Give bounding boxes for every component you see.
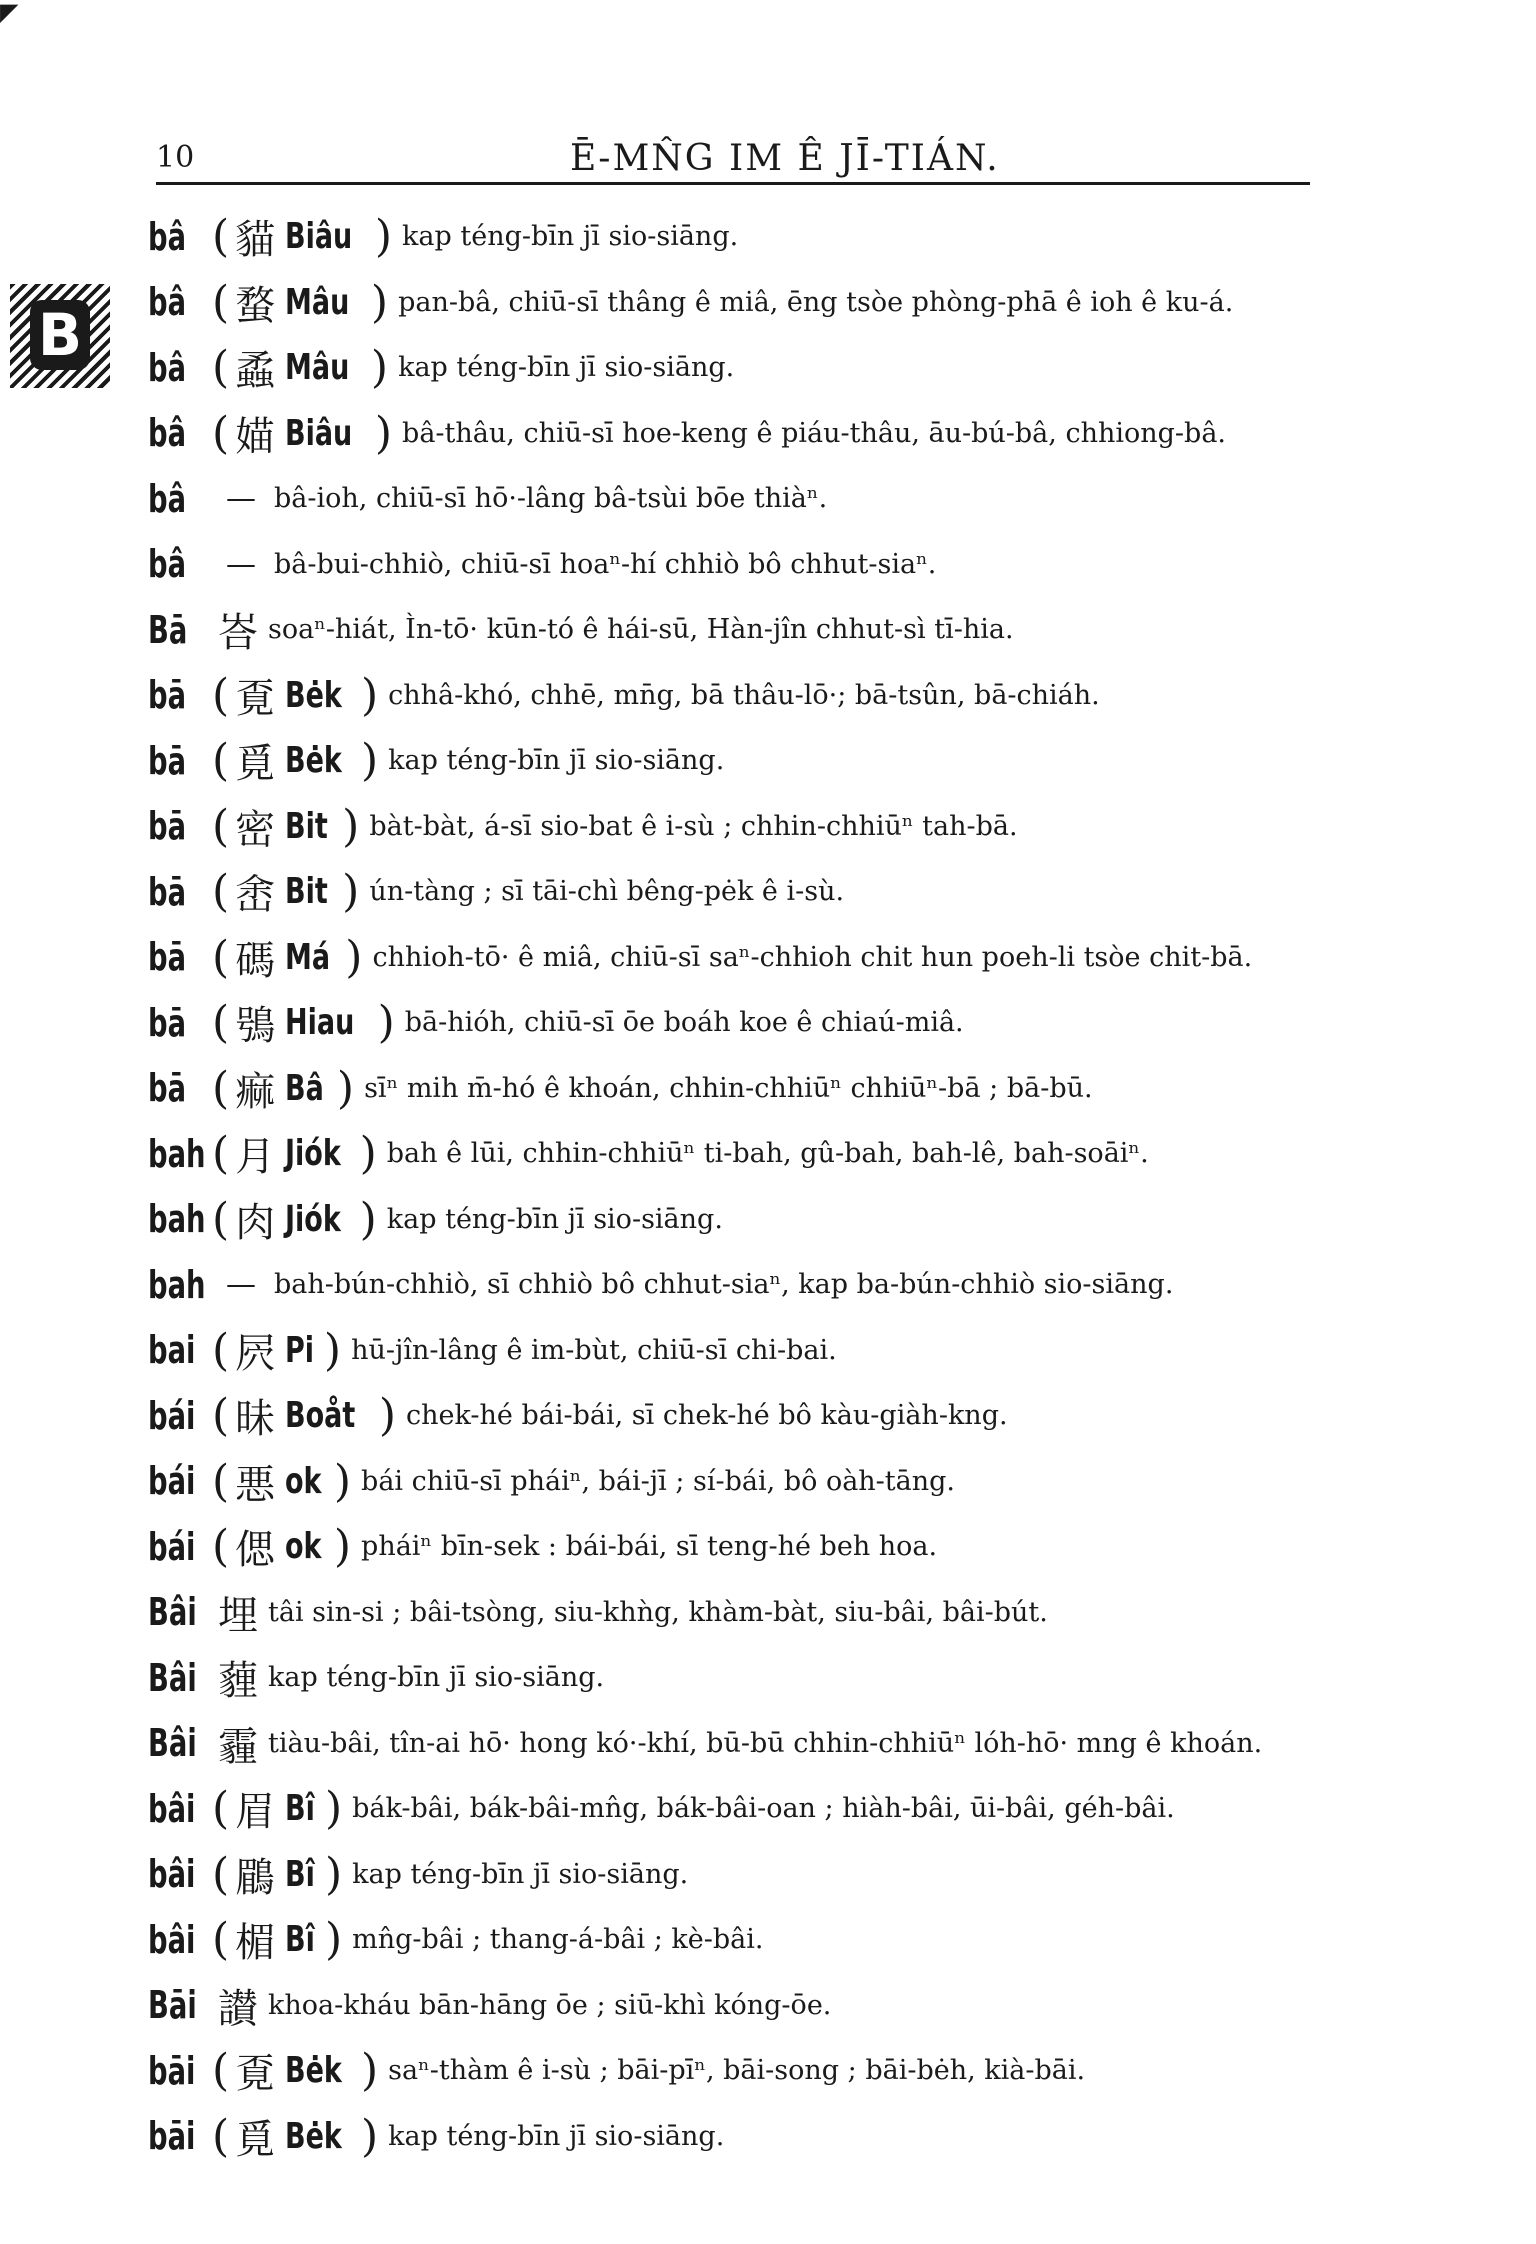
open-paren: ( [212, 1062, 230, 1114]
open-paren: ( [212, 1848, 230, 1900]
entry-definition: hū-jîn-lâng ê im-bùt, chiū-sī chi-bai. [351, 1334, 837, 1366]
entry-definition: khoa-kháu bān-hāng ōe ; siū-khì kóng-ōe. [268, 1989, 832, 2021]
open-paren: ( [212, 1783, 230, 1835]
open-paren: ( [212, 1390, 230, 1442]
open-paren: ( [212, 1324, 230, 1376]
close-paren: ) [377, 997, 395, 1049]
entry-definition: chhâ-khó, chhē, mn̄g, bā thâu-lō·; bā-tsûn, bā-chiáh. [388, 679, 1100, 711]
dictionary-entry [148, 1514, 1388, 1580]
entry-headword: bâi [148, 1917, 196, 1962]
entry-character: 痲 [235, 1068, 276, 1115]
entry-definition: kap téng-bīn jī sio-siāng. [352, 1858, 689, 1890]
entry-headword: bâ [148, 476, 187, 521]
entry-character: 峇 [218, 610, 258, 657]
entry-headword: Bāi [148, 1983, 197, 2028]
entry-headword: bâ [148, 542, 187, 587]
entry-headword: bāi [148, 2048, 196, 2093]
entry-reading: ok [285, 1526, 322, 1568]
entry-headword: bâi [148, 1786, 196, 1831]
entry-character: 覓 [235, 2116, 276, 2163]
entry-character: 屄 [235, 1330, 276, 1377]
entry-dash: — [226, 546, 256, 582]
close-paren: ) [359, 1193, 377, 1245]
entry-definition: pan-bâ, chiū-sī thâng ê miâ, ēng tsòe phòng-phā ê ioh ê ku-á. [398, 286, 1234, 318]
open-paren: ( [212, 997, 230, 1049]
entry-definition: kap téng-bīn jī sio-siāng. [388, 745, 725, 777]
entry-headword: bā [148, 738, 187, 783]
dictionary-entry [148, 1973, 1388, 2039]
entry-definition: bah ê lūi, chhin-chhiūⁿ ti-bah, gû-bah, bah-lê, bah-soāiⁿ. [386, 1138, 1149, 1170]
entry-reading: Biâu [285, 216, 353, 258]
dictionary-entry [148, 1711, 1388, 1777]
open-paren: ( [212, 669, 230, 721]
dictionary-entry [148, 663, 1388, 729]
entry-definition: tiàu-bâi, tîn-ai hō· hong kó·-khí, bū-bū chhin-chhiūⁿ lóh-hō· mng ê khoán. [268, 1727, 1263, 1759]
dictionary-entry [148, 1383, 1388, 1449]
thumb-index-tab [10, 284, 110, 388]
page-corner-mark: ◤ [0, 0, 19, 26]
dictionary-entry [148, 466, 1388, 532]
entry-reading: Bit [285, 805, 328, 847]
entry-character: 悪 [235, 1461, 276, 1508]
thumb-index-letter: B [30, 300, 90, 370]
close-paren: ) [360, 735, 379, 787]
open-paren: ( [212, 735, 230, 787]
dictionary-entry [148, 859, 1388, 925]
entry-character: 貓 [235, 217, 276, 264]
entry-definition: pháiⁿ bīn-sek : bái-bái, sī teng-hé beh hoa. [361, 1531, 938, 1563]
entry-headword: Bā [148, 607, 188, 652]
entry-headword: bā [148, 1000, 187, 1045]
dictionary-entries [148, 204, 1388, 2169]
entry-reading: Mâu [285, 281, 350, 323]
dictionary-entry [148, 2038, 1388, 2104]
dictionary-entry [148, 2104, 1388, 2170]
entry-definition: tâi sin-si ; bâi-tsòng, siu-khǹg, khàm-bàt, siu-bâi, bâi-bút. [268, 1596, 1048, 1628]
dictionary-entry [148, 1907, 1388, 1973]
entry-definition: kap téng-bīn jī sio-siāng. [402, 221, 739, 253]
entry-headword: bah [148, 1197, 206, 1242]
dictionary-entry [148, 794, 1388, 860]
entry-definition: bàt-bàt, á-sī sio-bat ê i-sù ; chhin-chhiūⁿ tah-bā. [369, 810, 1018, 842]
entry-reading: Jiók [285, 1198, 341, 1240]
close-paren: ) [324, 1848, 343, 1900]
entry-reading: Pi [285, 1329, 315, 1371]
open-paren: ( [212, 931, 230, 983]
dictionary-entry [148, 1645, 1388, 1711]
close-paren: ) [370, 276, 389, 328]
entry-reading: Jiók [285, 1133, 341, 1175]
entry-definition: bâ-bui-chhiò, chiū-sī hoaⁿ-hí chhiò bô chhut-siaⁿ. [274, 548, 937, 580]
open-paren: ( [212, 800, 230, 852]
entry-definition: sīⁿ mih m̄-hó ê khoán, chhin-chhiūⁿ chhiūⁿ-bā ; bā-bū. [364, 1072, 1093, 1104]
dictionary-entry [148, 1776, 1388, 1842]
entry-character: 密 [235, 806, 276, 853]
entry-reading: Bėk [285, 2115, 343, 2157]
dictionary-entry [148, 204, 1388, 270]
open-paren: ( [212, 2045, 230, 2097]
close-paren: ) [345, 931, 363, 983]
entry-headword: Bâi [148, 1655, 197, 1700]
entry-definition: kap téng-bīn jī sio-siāng. [386, 1203, 723, 1235]
entry-character: 媌 [235, 413, 276, 460]
open-paren: ( [212, 407, 230, 459]
entry-definition: mn̂g-bâi ; thang-á-bâi ; kè-bâi. [352, 1924, 764, 1956]
entry-reading: Bėk [285, 740, 343, 782]
entry-headword: Bâi [148, 1590, 197, 1635]
entry-reading: Boåt [285, 1395, 356, 1437]
entry-headword: bâ [148, 345, 187, 390]
close-paren: ) [360, 669, 379, 721]
close-paren: ) [323, 1324, 342, 1376]
entry-character: 蝥 [235, 282, 276, 329]
entry-headword: bai [148, 1328, 196, 1373]
dictionary-entry [148, 925, 1388, 991]
open-paren: ( [212, 866, 230, 918]
entry-definition: bā-hióh, chiū-sī ōe boáh koe ê chiaú-miâ. [404, 1007, 964, 1039]
entry-character: 月 [235, 1134, 276, 1181]
entry-reading: Mâu [285, 347, 350, 389]
open-paren: ( [212, 211, 230, 263]
entry-headword: bā [148, 869, 187, 914]
close-paren: ) [359, 1128, 377, 1180]
close-paren: ) [342, 800, 360, 852]
entry-character: 覓 [235, 741, 276, 788]
entry-reading: Bâ [285, 1067, 324, 1109]
entry-definition: bâ-ioh, chiū-sī hō·-lâng bâ-tsùi bōe thiàⁿ. [274, 483, 828, 515]
entry-headword: bāi [148, 2114, 196, 2159]
close-paren: ) [378, 1390, 397, 1442]
entry-headword: bái [148, 1524, 196, 1569]
entry-definition: kap téng-bīn jī sio-siāng. [398, 352, 735, 384]
close-paren: ) [333, 1521, 352, 1573]
entry-headword: bâi [148, 1852, 196, 1897]
entry-dash: — [226, 1267, 256, 1303]
dictionary-entry [148, 532, 1388, 598]
entry-definition: bah-bún-chhiò, sī chhiò bô chhut-siaⁿ, kap ba-bún-chhiò sio-siāng. [274, 1269, 1174, 1301]
entry-definition: ún-tàng ; sī tāi-chì bêng-pėk ê i-sù. [369, 876, 845, 908]
entry-reading: Má [285, 936, 331, 978]
running-title: Ē-MN̂G IM Ê JĪ-TIÁN. [570, 138, 1000, 179]
entry-reading: Bėk [285, 674, 343, 716]
entry-character: 讃 [218, 1985, 258, 2032]
dictionary-entry [148, 728, 1388, 794]
open-paren: ( [212, 1455, 230, 1507]
entry-reading: Bit [285, 871, 328, 913]
open-paren: ( [212, 2110, 230, 2162]
dictionary-entry [148, 1121, 1388, 1187]
close-paren: ) [360, 2110, 379, 2162]
close-paren: ) [342, 866, 360, 918]
entry-headword: bā [148, 673, 187, 718]
entry-definition: kap téng-bīn jī sio-siāng. [268, 1662, 605, 1694]
page-number: 10 [156, 140, 195, 175]
close-paren: ) [360, 2045, 379, 2097]
entry-definition: bák-bâi, bák-bâi-mn̂g, bák-bâi-oan ; hiàh-bâi, ūi-bâi, géh-bâi. [352, 1793, 1175, 1825]
entry-headword: bâ [148, 214, 187, 259]
dictionary-entry [148, 1449, 1388, 1515]
entry-character: 碼 [235, 937, 276, 984]
entry-headword: bā [148, 804, 187, 849]
entry-headword: bâ [148, 411, 187, 456]
entry-reading: Hiau [285, 1002, 355, 1044]
entry-character: 偲 [235, 1527, 276, 1574]
entry-headword: bâ [148, 280, 187, 325]
entry-character: 楣 [235, 1920, 276, 1967]
entry-definition: bái chiū-sī pháiⁿ, bái-jī ; sí-bái, bô oàh-tāng. [361, 1465, 956, 1497]
entry-definition: chek-hé bái-bái, sī chek-hé bô kàu-giàh-kng. [406, 1400, 1008, 1432]
entry-headword: bah [148, 1131, 206, 1176]
dictionary-entry [148, 1580, 1388, 1646]
entry-reading: Bî [285, 1853, 316, 1895]
entry-character: 昧 [235, 1396, 276, 1443]
entry-reading: Bėk [285, 2050, 343, 2092]
open-paren: ( [212, 342, 230, 394]
entry-headword: bái [148, 1459, 196, 1504]
close-paren: ) [324, 1914, 343, 1966]
open-paren: ( [212, 1193, 230, 1245]
dictionary-entry [148, 597, 1388, 663]
dictionary-entry [148, 1187, 1388, 1253]
entry-headword: bái [148, 1393, 196, 1438]
entry-headword: Bâi [148, 1721, 197, 1766]
entry-definition: bâ-thâu, chiū-sī hoe-keng ê piáu-thâu, āu-bú-bâ, chhiong-bâ. [402, 417, 1226, 449]
entry-headword: bā [148, 935, 187, 980]
entry-reading: ok [285, 1460, 322, 1502]
entry-character: 峹 [235, 872, 276, 919]
close-paren: ) [336, 1062, 355, 1114]
open-paren: ( [212, 276, 230, 328]
dictionary-entry [148, 1056, 1388, 1122]
entry-headword: bah [148, 1262, 206, 1307]
dictionary-entry [148, 335, 1388, 401]
entry-reading: Biâu [285, 412, 353, 454]
entry-definition: kap téng-bīn jī sio-siāng. [388, 2120, 725, 2152]
entry-character: 鶥 [235, 1854, 276, 1901]
entry-reading: Bî [285, 1788, 316, 1830]
close-paren: ) [374, 407, 393, 459]
open-paren: ( [212, 1128, 230, 1180]
entry-character: 鴞 [235, 1003, 276, 1050]
close-paren: ) [333, 1455, 352, 1507]
entry-character: 薶 [218, 1658, 258, 1705]
entry-definition: saⁿ-thàm ê i-sù ; bāi-pīⁿ, bāi-song ; bāi-bėh, kià-bāi. [388, 2055, 1086, 2087]
dictionary-entry [148, 1318, 1388, 1384]
dictionary-entry [148, 1842, 1388, 1908]
entry-dash: — [226, 481, 256, 517]
dictionary-entry [148, 270, 1388, 336]
entry-character: 眉 [235, 1789, 276, 1836]
close-paren: ) [370, 342, 389, 394]
dictionary-entry [148, 1252, 1388, 1318]
dictionary-entry [148, 990, 1388, 1056]
entry-character: 蟊 [235, 348, 276, 395]
page-header [156, 138, 1310, 185]
entry-definition: soaⁿ-hiát, Ìn-tō· kūn-tó ê hái-sū, Hàn-jîn chhut-sì tī-hia. [268, 614, 1014, 646]
entry-definition: chhioh-tō· ê miâ, chiū-sī saⁿ-chhioh chit hun poeh-li tsòe chit-bā. [372, 941, 1253, 973]
close-paren: ) [374, 211, 393, 263]
open-paren: ( [212, 1914, 230, 1966]
entry-character: 肉 [235, 1199, 276, 1246]
open-paren: ( [212, 1521, 230, 1573]
close-paren: ) [324, 1783, 343, 1835]
entry-character: 埋 [218, 1592, 258, 1639]
entry-reading: Bî [285, 1919, 316, 1961]
entry-character: 霾 [218, 1723, 258, 1770]
entry-character: 覔 [235, 2051, 276, 2098]
dictionary-entry [148, 401, 1388, 467]
entry-character: 覔 [235, 675, 276, 722]
entry-headword: bā [148, 1066, 187, 1111]
